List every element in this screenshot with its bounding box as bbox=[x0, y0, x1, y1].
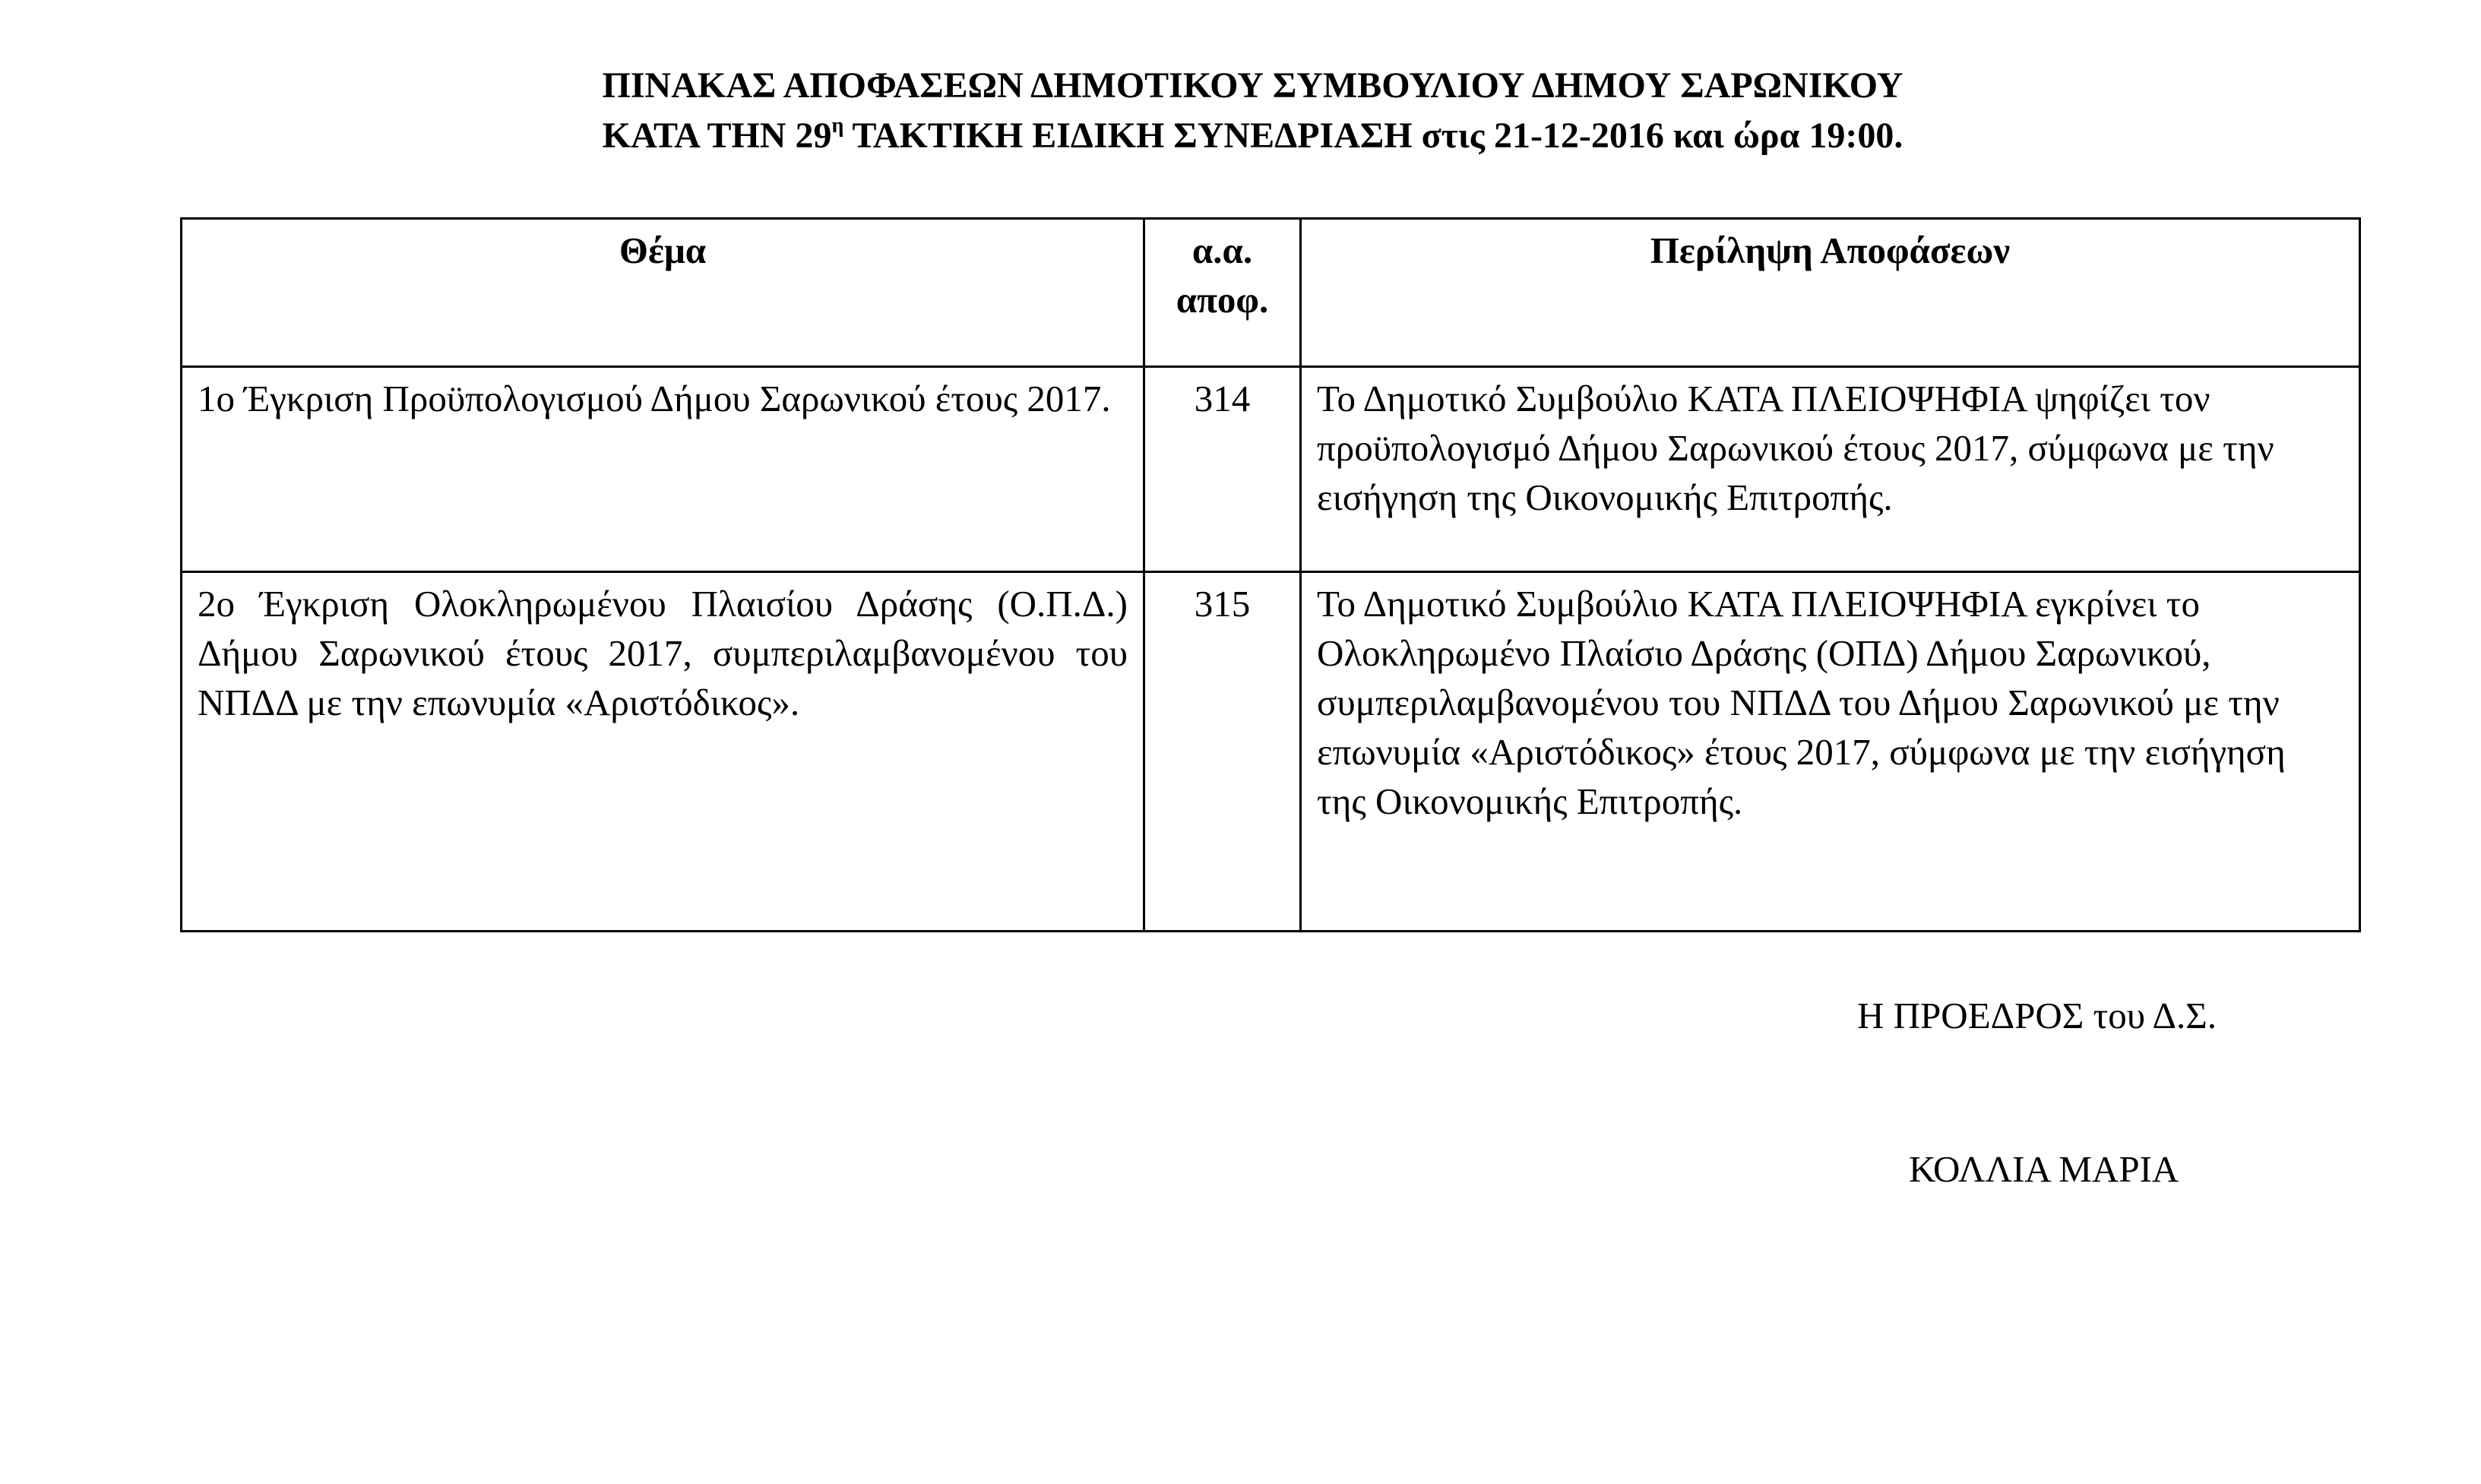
document-title-line2 bbox=[12, 112, 2481, 160]
table-row bbox=[182, 572, 2360, 932]
table-row bbox=[182, 367, 2360, 572]
row-decision-number: 315 bbox=[1144, 572, 1301, 932]
signatory-role: Η ΠΡΟΕΔΡΟΣ του Δ.Σ. bbox=[1857, 995, 2217, 1036]
signatory-name: ΚΟΛΛΙΑ ΜΑΡΙΑ bbox=[1909, 1148, 2179, 1190]
title-session-details: ΤΑΚΤΙΚΗ ΕΙΔΙΚΗ ΣΥΝΕΔΡΙΑΣΗ στις 21-12-2016 και ώρα 19:00. bbox=[843, 115, 1903, 156]
title-session-prefix: ΚΑΤΑ ΤΗΝ 29 bbox=[602, 115, 832, 156]
title-ordinal-superscript: η bbox=[831, 114, 844, 138]
row-subject: 1ο Έγκριση Προϋπολογισμού Δήμου Σαρωνικού έτους 2017. bbox=[182, 367, 1144, 572]
header-summary: Περίληψη Αποφάσεων bbox=[1301, 219, 2360, 367]
header-decision-number bbox=[1144, 219, 1301, 367]
row-subject: 2ο Έγκριση Ολοκληρωμένου Πλαισίου Δράσης (Ο.Π.Δ.) Δήμου Σαρωνικού έτους 2017, συμπεριλαμβανομένου του ΝΠΔΔ με την επωνυμία «Αριστόδικος». bbox=[182, 572, 1144, 932]
decisions-table bbox=[180, 217, 2361, 932]
row-summary: Το Δημοτικό Συμβούλιο ΚΑΤΑ ΠΛΕΙΟΨΗΦΙΑ εγκρίνει το Ολοκληρωμένο Πλαίσιο Δράσης (ΟΠΔ) Δήμου Σαρωνικού, συμπεριλαμβανομένου του ΝΠΔΔ του Δήμου Σαρωνικού με την επωνυμία «Αριστόδικος» έτους 2017, σύμφωνα με την εισήγηση της Οικονομικής Επιτροπής. bbox=[1301, 572, 2360, 932]
row-summary: Το Δημοτικό Συμβούλιο ΚΑΤΑ ΠΛΕΙΟΨΗΦΙΑ ψηφίζει τον προϋπολογισμό Δήμου Σαρωνικού έτους 2017, σύμφωνα με την εισήγηση της Οικονομικής Επιτροπής. bbox=[1301, 367, 2360, 572]
document-title-line1: ΠΙΝΑΚΑΣ ΑΠΟΦΑΣΕΩΝ ΔΗΜΟΤΙΚΟΥ ΣΥΜΒΟΥΛΙΟΥ ΔΗΜΟΥ ΣΑΡΩΝΙΚΟΥ bbox=[602, 65, 1903, 106]
table-header-row bbox=[182, 219, 2360, 367]
header-number-line1: α.α. bbox=[1191, 229, 1253, 271]
header-number-line2: αποφ. bbox=[1176, 279, 1269, 321]
header-subject: Θέμα bbox=[182, 219, 1144, 367]
row-decision-number: 314 bbox=[1144, 367, 1301, 572]
